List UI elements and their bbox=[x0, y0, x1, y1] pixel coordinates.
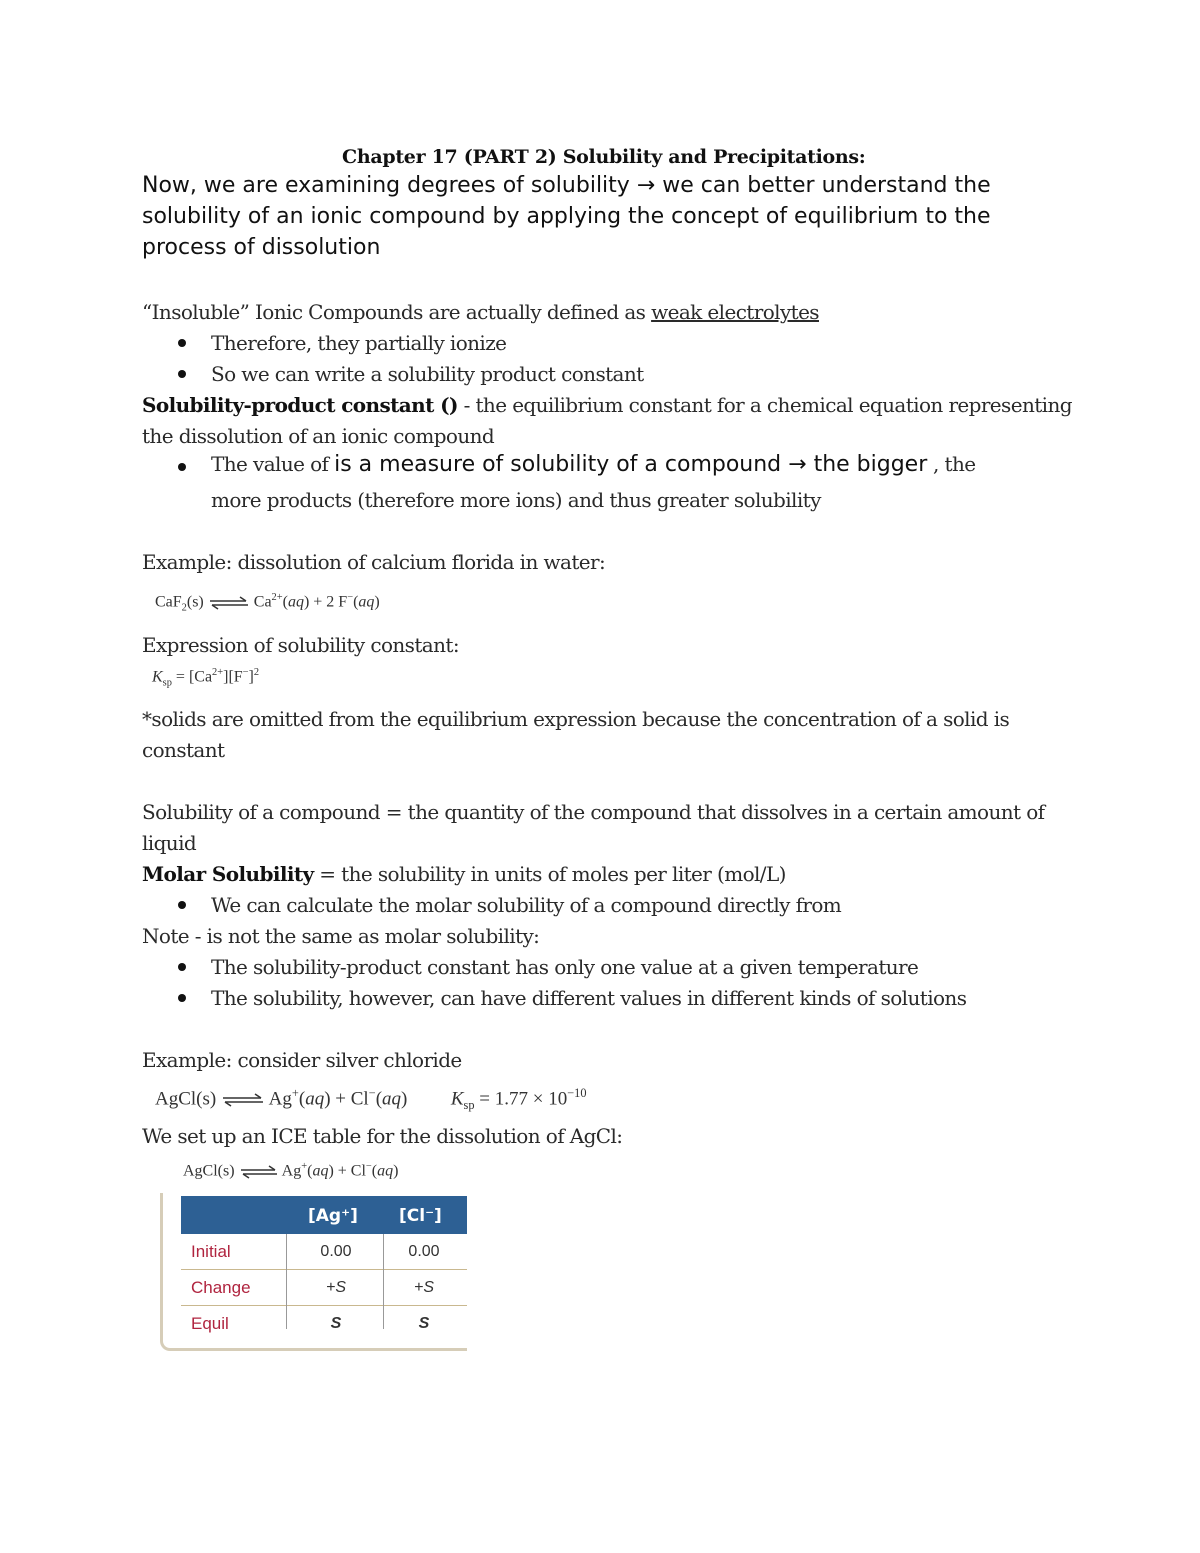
expression-label: Expression of solubility constant: bbox=[142, 633, 459, 657]
insoluble-text: “Insoluble” Ionic Compounds are actually defined as bbox=[142, 300, 652, 324]
ksp-term: Solubility-product constant () bbox=[142, 393, 458, 417]
ksp-value-bullet bbox=[211, 452, 975, 477]
molar-solubility-term: Molar Solubility bbox=[142, 862, 314, 886]
ice-change-ag: +S bbox=[325, 1279, 346, 1296]
ksp-expression: $K_{sp} = [Ca^{2+}][F^-]^2$ bbox=[152, 667, 260, 689]
intro-line-1: Now, we are examining degrees of solubility → we can better understand the bbox=[142, 173, 991, 198]
ice-initial-cl: 0.00 bbox=[408, 1243, 440, 1260]
intro-line-2: solubility of an ionic compound by applying the concept of equilibrium to the bbox=[142, 204, 991, 229]
ksp-exponent: −10 bbox=[567, 1086, 587, 1100]
note-bullet-1: The solubility-product constant has only one value at a given temperature bbox=[211, 955, 919, 979]
ksp-definition-line bbox=[142, 393, 1072, 417]
agcl-equation: AgCl(s) Ag+(aq) + Cl−(aq) bbox=[183, 1161, 399, 1180]
row-divider bbox=[181, 1269, 467, 1270]
equilibrium-arrow-icon bbox=[208, 596, 250, 610]
weak-electrolytes-link: weak electrolytes bbox=[651, 300, 819, 324]
ksp-bullet-c: , the bbox=[927, 452, 976, 476]
agcl-ksp-equation: AgCl(s) Ag+(aq) + Cl−(aq) $K_{sp} = 1.77 \times 10^{-10}$ bbox=[155, 1086, 587, 1113]
ice-change-cl: +S bbox=[413, 1279, 434, 1296]
ice-table-header bbox=[181, 1196, 467, 1234]
caf2-equation: CaF$_2$(s) $Ca^{2+}(aq) + 2$ F−(aq) bbox=[155, 592, 380, 614]
ksp-definition: - the equilibrium constant for a chemical equation representing bbox=[457, 393, 1072, 417]
ice-row-change-label: Change bbox=[191, 1278, 251, 1297]
note-line: Note - is not the same as molar solubility: bbox=[142, 924, 540, 948]
ksp-bullet-line-2: more products (therefore more ions) and thus greater solubility bbox=[211, 488, 821, 512]
molar-solubility-definition: = the solubility in units of moles per liter (mol/L) bbox=[313, 862, 786, 886]
ice-intro: We set up an ICE table for the dissolution of AgCl: bbox=[142, 1124, 623, 1148]
bullet-icon bbox=[178, 370, 186, 378]
ksp-bullet-a: The value of bbox=[211, 452, 335, 476]
solids-note-line-2: constant bbox=[142, 738, 225, 762]
bullet-icon bbox=[178, 963, 186, 971]
ksp-bullet-b: is a measure of solubility of a compound → the bigger bbox=[334, 452, 928, 477]
insoluble-line bbox=[142, 300, 819, 324]
example-calcium-label: Example: dissolution of calcium florida in water: bbox=[142, 550, 606, 574]
note-bullet-2: The solubility, however, can have different values in different kinds of solutions bbox=[211, 986, 967, 1010]
molar-solubility-bullet: We can calculate the molar solubility of a compound directly from bbox=[211, 893, 842, 917]
ksp-definition-line-2: the dissolution of an ionic compound bbox=[142, 424, 495, 448]
ice-initial-ag: 0.00 bbox=[320, 1243, 352, 1260]
page-title: Chapter 17 (PART 2) Solubility and Precipitations: bbox=[342, 146, 866, 168]
bullet-icon bbox=[178, 339, 186, 347]
equilibrium-arrow-icon bbox=[239, 1165, 279, 1179]
solubility-definition-line-2: liquid bbox=[142, 831, 197, 855]
solubility-definition-line-1: Solubility of a compound = the quantity of the compound that dissolves in a certain amount of bbox=[142, 800, 1045, 824]
ice-header-ag: [Ag⁺] bbox=[308, 1206, 358, 1226]
ice-row-equil-label: Equil bbox=[191, 1314, 229, 1333]
molar-solubility-line bbox=[142, 862, 786, 886]
ksp-value: 1.77 × 10 bbox=[494, 1088, 568, 1110]
ice-equil-ag: S bbox=[330, 1315, 342, 1332]
bullet-icon bbox=[178, 994, 186, 1002]
ice-equil-cl: S bbox=[418, 1315, 430, 1332]
bullet-icon bbox=[178, 901, 186, 909]
bullet-partially-ionize: Therefore, they partially ionize bbox=[211, 331, 507, 355]
bullet-solubility-product: So we can write a solubility product constant bbox=[211, 362, 644, 386]
ice-row-initial-label: Initial bbox=[191, 1242, 231, 1261]
intro-line-3: process of dissolution bbox=[142, 235, 381, 260]
bullet-icon bbox=[178, 463, 186, 471]
row-divider bbox=[181, 1305, 467, 1306]
example-silver-label: Example: consider silver chloride bbox=[142, 1048, 462, 1072]
equilibrium-arrow-icon bbox=[221, 1093, 265, 1107]
ice-header-cl: [Cl⁻] bbox=[399, 1206, 442, 1226]
ice-table bbox=[160, 1193, 467, 1351]
solids-note-line-1: *solids are omitted from the equilibrium expression because the concentration of a solid is bbox=[142, 707, 1010, 731]
